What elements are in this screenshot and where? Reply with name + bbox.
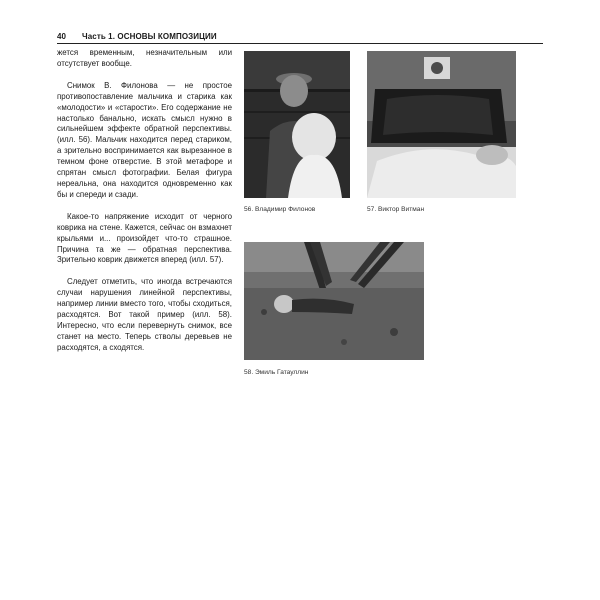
paragraph-filonov: Снимок В. Филонова — не простое противопоставление мальчика и старика как «молодости» и «старости». Его содержание не настолько банально, искать смысл нужно в сильнейшем эффекте обратной перспективы. (илл. 56). Мальчик находится перед стариком, а зрительно воспринимается как вырезанное в темном фоне отверстие. В этой метафоре и спрятан смысл фотографии. Белая фигура нереальна, она находится одновременно как бы и спереди и сзади. [57,80,232,199]
paragraph-perspective: Следует отметить, что иногда встречаются случаи нарушения линейной перспективы, например линии вместо того, чтобы сходиться, расходятся. Вот такой пример (илл. 58). Интересно, что если перевернуть снимок, все станет на место. Теперь стволы деревьев не расходятся, а сходятся. [57,277,232,352]
photo-58 [244,242,424,360]
text-column [57,48,232,354]
page-number: 40 [57,32,66,41]
photo-56 [244,51,350,198]
running-head: Часть 1. ОСНОВЫ КОМПОЗИЦИИ [82,32,217,41]
header-rule [57,43,543,44]
photo-57 [367,51,516,198]
paragraph-carpet: Какое-то напряжение исходит от черного коврика на стене. Кажется, сейчас он взмахнет крыльями и... произойдет что-то страшное. Причина та же — обратная перспектива. Зрительно коврик движется вперед (илл. 57). [57,211,232,265]
caption-58: 58. Эмиль Гатауллин [244,369,309,376]
paragraph-continued: жется временным, незначительным или отсутствует вообще. [57,48,232,68]
caption-56: 56. Владимир Филонов [244,206,316,213]
caption-57: 57. Виктор Витман [367,206,425,213]
